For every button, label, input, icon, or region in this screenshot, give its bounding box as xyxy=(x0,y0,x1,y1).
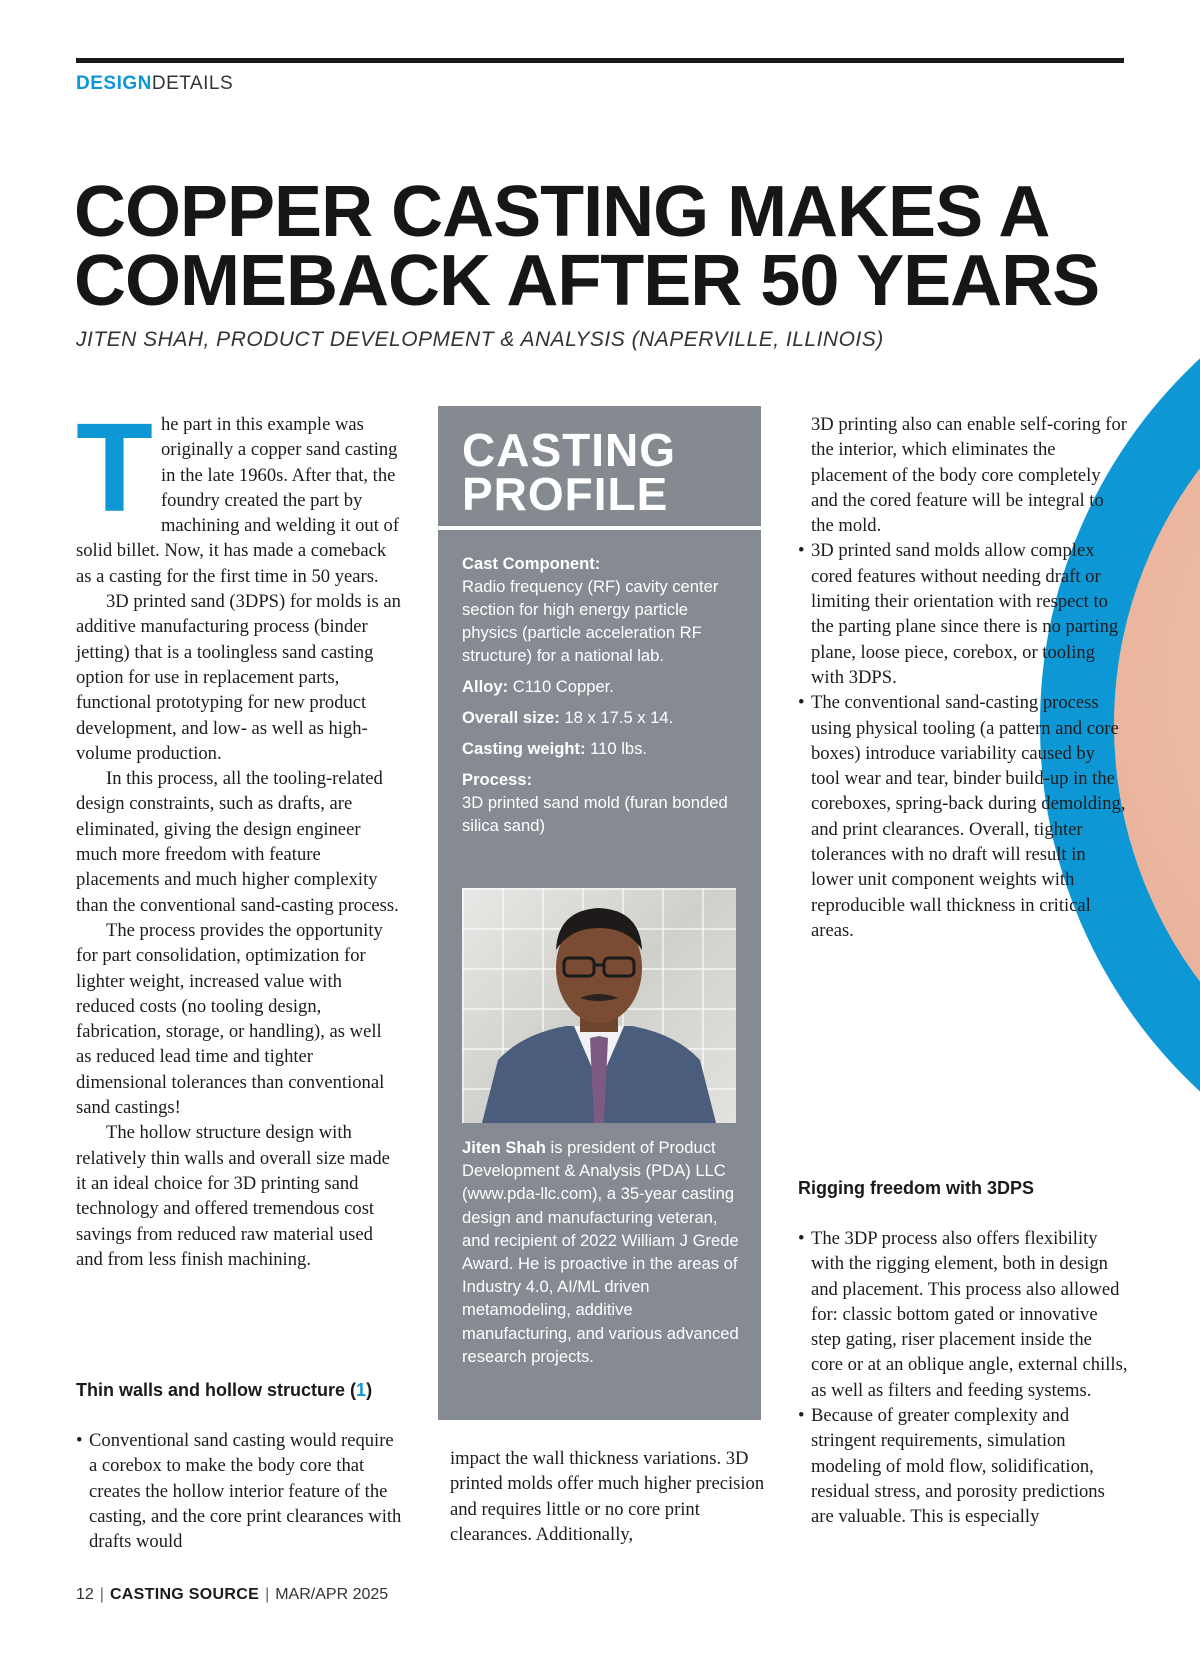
process-value: 3D printed sand mold (furan bonded silica sand) xyxy=(462,793,728,835)
headline-line-1: COPPER CASTING MAKES A xyxy=(74,172,1050,252)
component-value: Radio frequency (RF) cavity center section for high energy particle physics (particle acceleration RF structure) for a national lab. xyxy=(462,577,719,665)
sidebar-title: CASTING PROFILE xyxy=(462,424,676,520)
profile-alloy xyxy=(462,675,742,698)
issue-date: MAR/APR 2025 xyxy=(275,1586,389,1603)
column-1 xyxy=(76,397,401,1272)
paragraph-continuation: impact the wall thickness variations. 3D printed molds offer much higher precision and requires little or no core print clearances. Additionally, xyxy=(450,1448,765,1545)
bullet-corebox: • Conventional sand casting would require a corebox to make the body core that creates the hollow interior feature of the casting, and the core print clearances with drafts would xyxy=(76,1428,406,1554)
section-label-light: DETAILS xyxy=(151,73,234,94)
subhead-thin-walls xyxy=(76,1378,406,1403)
bio-name: Jiten Shah xyxy=(462,1138,546,1157)
bullet-conventional-tooling: • The conventional sand-casting process using physical tooling (a pattern and core boxes) introduce variability caused by tool wear and tear, binder build-up in the coreboxes, spring-back during demolding, and print clearances. Overall, tighter tolerances with no draft will result in lower unit component weights with reproducible wall thickness in critical areas. xyxy=(798,690,1128,943)
subhead-rigging: Rigging freedom with 3DPS xyxy=(798,1178,1035,1198)
subhead-ref-open: ( xyxy=(350,1380,357,1400)
paragraph-4: The process provides the opportunity for part consolidation, optimization for lighter weight, increased value with reduced costs (no tooling design, fabrication, storage, or handling), as well as reduced lead time and tighter dimensional tolerances than conventional sand castings! xyxy=(76,919,385,1119)
component-label: Cast Component: xyxy=(462,554,601,573)
figure-ref: 1 xyxy=(356,1380,367,1400)
column-3-bullets xyxy=(798,1226,1128,1530)
profile-component xyxy=(462,552,742,667)
subhead-ref-close: ) xyxy=(366,1380,373,1400)
byline: JITEN SHAH, PRODUCT DEVELOPMENT & ANALYSIS (NAPERVILLE, ILLINOIS) xyxy=(76,328,884,351)
page-footer xyxy=(76,1586,388,1604)
alloy-value: C110 Copper. xyxy=(512,677,614,696)
bullet-simulation: • Because of greater complexity and stringent requirements, simulation modeling of mold flow, solidification, residual stress, and porosity predictions are valuable. This is especially xyxy=(798,1403,1128,1529)
size-value: 18 x 17.5 x 14. xyxy=(564,708,674,727)
column-1-bullets xyxy=(76,1428,406,1554)
sidebar-title-box xyxy=(438,406,761,530)
bullet-rigging-flexibility: • The 3DP process also offers flexibility with the rigging element, both in design and placement. This process also allowed for: classic bottom gated or innovative step gating, riser placement inside the core or at an oblique angle, external chills, as well as filters and feeding systems. xyxy=(798,1226,1128,1403)
paragraph-2: 3D printed sand (3DPS) for molds is an additive manufacturing process (binder jetting) that is a toolingless sand casting option for use in replacement parts, functional prototyping for new product development, and low- as well as high-volume production. xyxy=(76,591,401,764)
intro-paragraph xyxy=(76,397,401,589)
subhead-thin-walls-text: Thin walls and hollow structure xyxy=(76,1380,346,1400)
profile-weight xyxy=(462,737,742,760)
top-rule xyxy=(76,58,1124,63)
bullet-complex-cored: • 3D printed sand molds allow complex cored features without needing draft or limiting their orientation with respect to the parting plane since there is no parting plane, loose piece, corebox, or tooling with 3DPS. xyxy=(798,538,1128,690)
headline xyxy=(74,172,1174,321)
headline-line-2: COMEBACK AFTER 50 YEARS xyxy=(74,241,1100,321)
publication-name: CASTING SOURCE xyxy=(109,1586,260,1603)
profile-process xyxy=(462,768,742,837)
section-label-strong: DESIGN xyxy=(76,73,152,94)
drop-cap: T xyxy=(76,397,153,538)
paragraph-1-text: he part in this example was originally a copper sand casting in the late 1960s. After that, the foundry created the part by machining and welding it out of solid billet. Now, it has made a comeback as a casting for the first time in 50 years. xyxy=(76,414,400,587)
alloy-label: Alloy: xyxy=(462,677,509,696)
portrait-illustration xyxy=(462,888,736,1123)
profile-details xyxy=(462,552,742,845)
weight-label: Casting weight: xyxy=(462,739,586,758)
bio-text: is president of Product Development & Analysis (PDA) LLC (www.pda-llc.com), a 35-year casting design and manufacturing veteran, and recipient of 2022 William J Grede Award. He is proactive in the areas of Industry 4.0, AI/ML driven metamodeling, additive manufacturing, and various advanced research projects. xyxy=(462,1138,739,1366)
size-label: Overall size: xyxy=(462,708,560,727)
process-label: Process: xyxy=(462,770,533,789)
column-3 xyxy=(798,412,1128,943)
subhead-thin-walls-block xyxy=(76,1378,406,1403)
section-label xyxy=(76,73,233,95)
author-photo xyxy=(462,888,736,1123)
page-number: 12 xyxy=(76,1586,94,1603)
paragraph-3: In this process, all the tooling-related design constraints, such as drafts, are eliminated, giving the design engineer much more freedom with feature placements and much higher complexity than the conventional sand-casting process. xyxy=(76,768,399,916)
column-2-continuation xyxy=(450,1446,768,1547)
profile-size xyxy=(462,706,742,729)
col3-paragraph-1: 3D printing also can enable self-coring for the interior, which eliminates the placement of the body core completely and the cored feature will be integral to the mold. xyxy=(811,414,1127,537)
author-bio xyxy=(462,1136,744,1368)
footer-separator-2: | xyxy=(265,1586,270,1603)
weight-value: 110 lbs. xyxy=(590,739,648,758)
subhead-rigging-block xyxy=(798,1176,1128,1201)
footer-separator-1: | xyxy=(99,1586,104,1603)
paragraph-5: The hollow structure design with relatively thin walls and overall size made it an ideal choice for 3D printing sand technology and offered tremendous cost savings from reduced raw material used and from less finish machining. xyxy=(76,1122,390,1270)
